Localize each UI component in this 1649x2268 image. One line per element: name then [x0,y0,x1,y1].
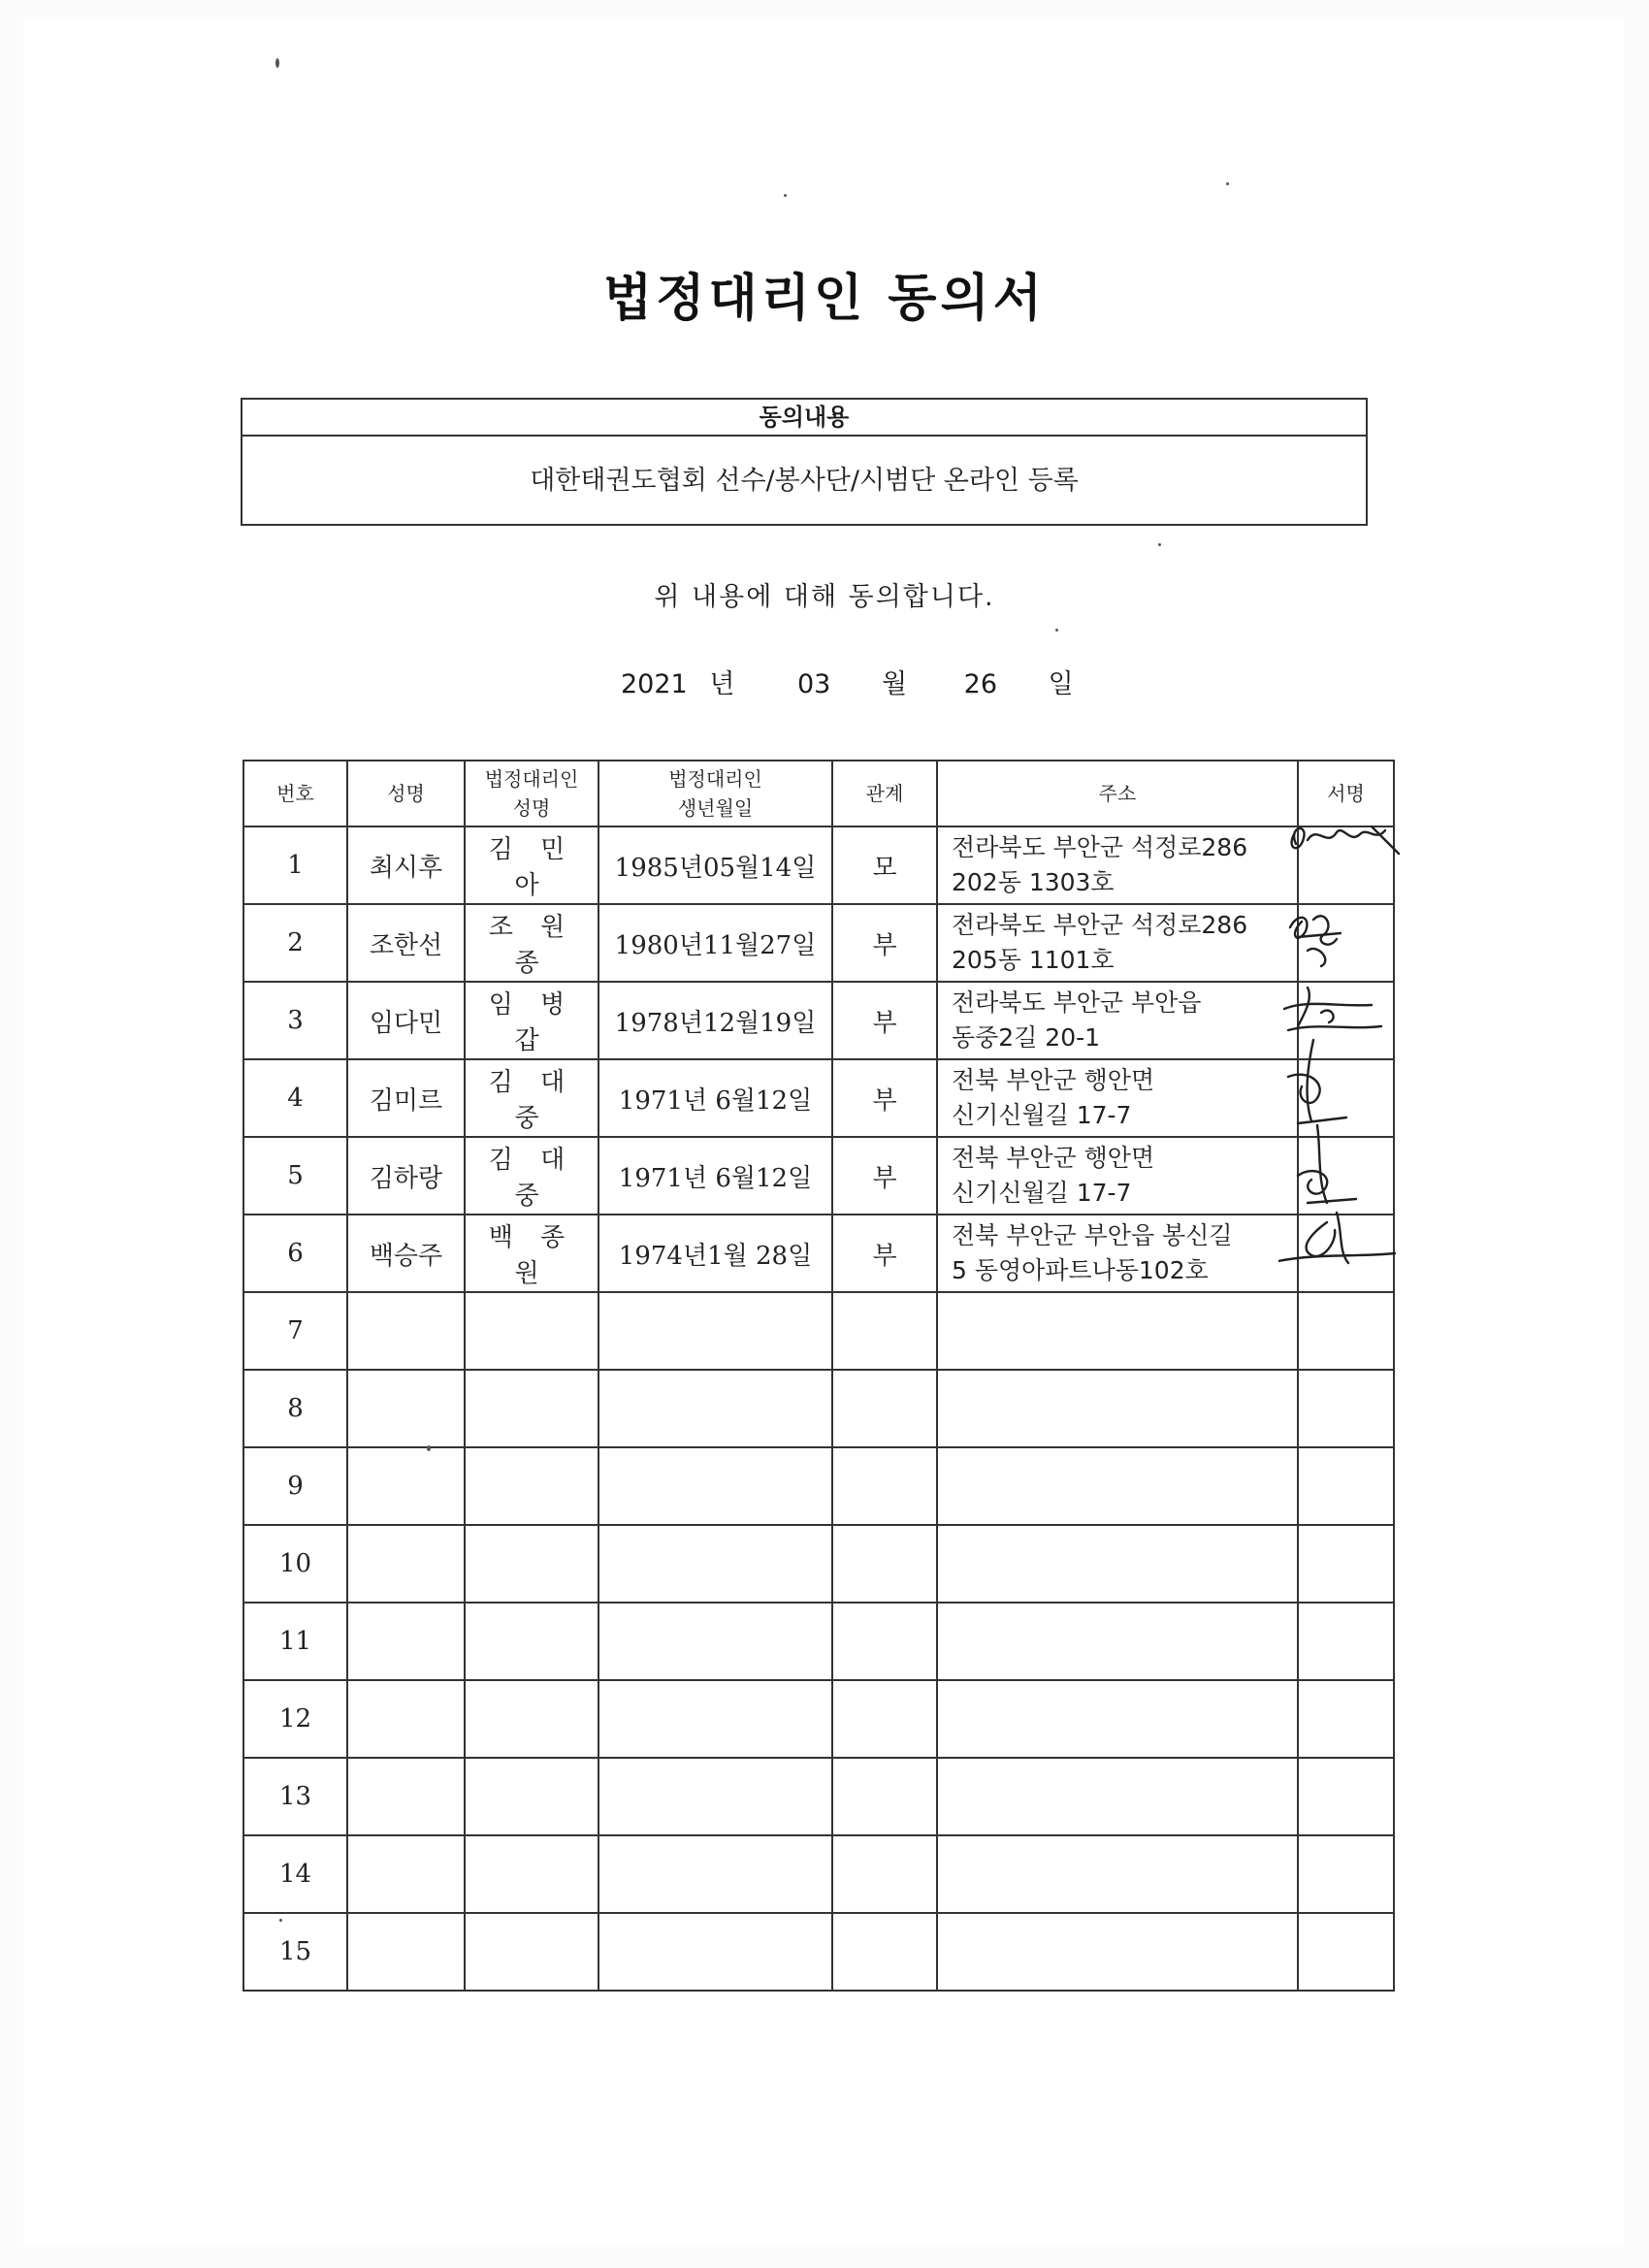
signature-cell [1298,1835,1394,1913]
row-number: 8 [243,1370,347,1447]
address [937,1292,1298,1370]
table-row [243,1603,1394,1680]
table-row [243,1913,1394,1991]
relation [832,1758,937,1835]
address [937,1525,1298,1603]
table-row [243,1215,1394,1292]
guardian-name: 김 대 중 [465,1059,598,1137]
guardian-birthdate [598,1680,832,1758]
relation: 부 [832,1059,937,1137]
table-body [243,826,1394,1991]
header-guardian-name-line1: 법정대리인 [484,767,579,791]
scan-speck [1055,629,1058,632]
student-name [347,1447,465,1525]
table-row [243,1447,1394,1525]
signature-cell [1298,1215,1394,1292]
student-name: 백승주 [347,1215,465,1292]
signature-cell [1298,1447,1394,1525]
address [937,1370,1298,1447]
header-signature: 서명 [1298,761,1394,826]
date-year-unit: 년 [709,669,735,699]
signature-cell [1298,1292,1394,1370]
guardian-name: 조 원 종 [465,904,598,982]
address-line-2: 동중2길 20-1 [952,1023,1101,1052]
table-row [243,982,1394,1059]
guardian-name [465,1758,598,1835]
row-number: 10 [243,1525,347,1603]
signature-cell [1298,826,1394,904]
signature-cell [1298,1680,1394,1758]
signature-cell [1298,1370,1394,1447]
address [937,1913,1298,1991]
student-name [347,1758,465,1835]
guardian-name [465,1370,598,1447]
guardian-birthdate: 1971년 6월12일 [598,1059,832,1137]
student-name [347,1370,465,1447]
address-line-2: 신기신월길 17-7 [952,1179,1132,1207]
guardian-birthdate [598,1603,832,1680]
address-line-2: 5 동영아파트나동102호 [952,1256,1209,1284]
scan-speck [275,58,279,68]
consent-box [241,398,1368,526]
guardian-birthdate [598,1370,832,1447]
consent-header: 동의내용 [242,400,1366,437]
table-row [243,1292,1394,1370]
date-day: 26 [963,669,997,699]
header-guardian-name-line2: 성명 [512,796,551,820]
agreement-statement: 위 내용에 대해 동의합니다. [654,582,995,612]
relation [832,1447,937,1525]
guardian-birthdate [598,1758,832,1835]
guardian-birthdate [598,1835,832,1913]
guardian-name [465,1603,598,1680]
row-number: 5 [243,1137,347,1215]
table-row [243,1680,1394,1758]
guardian-birthdate [598,1447,832,1525]
date-day-unit: 일 [1048,669,1074,699]
row-number: 3 [243,982,347,1059]
address-line-1: 전라북도 부안군 부안읍 [952,988,1202,1017]
guardian-name: 임 병 갑 [465,982,598,1059]
row-number: 11 [243,1603,347,1680]
student-name: 최시후 [347,826,465,904]
guardian-roster-table [242,760,1395,1992]
guardian-birthdate: 1985년05월14일 [598,826,832,904]
row-number: 9 [243,1447,347,1525]
scan-speck [279,1919,282,1922]
guardian-birthdate: 1978년12월19일 [598,982,832,1059]
address [937,982,1298,1059]
address [937,1137,1298,1215]
student-name: 김하랑 [347,1137,465,1215]
header-name: 성명 [347,761,465,826]
student-name [347,1292,465,1370]
guardian-name [465,1913,598,1991]
student-name [347,1913,465,1991]
row-number: 4 [243,1059,347,1137]
guardian-birthdate: 1974년1월 28일 [598,1215,832,1292]
date-month: 03 [797,669,831,699]
scan-speck [784,194,787,197]
table-row [243,1137,1394,1215]
address-line-2: 205동 1101호 [952,946,1115,974]
address [937,1447,1298,1525]
relation: 모 [832,826,937,904]
date-month-unit: 월 [881,669,908,699]
guardian-name [465,1680,598,1758]
student-name: 김미르 [347,1059,465,1137]
relation [832,1913,937,1991]
row-number: 7 [243,1292,347,1370]
address-line-1: 전북 부안군 행안면 [952,1066,1155,1094]
table-header-row [243,761,1394,826]
table-row [243,904,1394,982]
header-address: 주소 [937,761,1298,826]
guardian-birthdate: 1971년 6월12일 [598,1137,832,1215]
table-row [243,1059,1394,1137]
student-name [347,1835,465,1913]
scan-speck [1158,543,1161,546]
table-row [243,826,1394,904]
student-name: 임다민 [347,982,465,1059]
document-title: 법정대리인 동의서 [603,270,1046,328]
student-name: 조한선 [347,904,465,982]
signature-cell [1298,1059,1394,1137]
address-line-2: 신기신월길 17-7 [952,1101,1132,1129]
guardian-name [465,1525,598,1603]
guardian-birthdate [598,1292,832,1370]
student-name [347,1603,465,1680]
row-number: 14 [243,1835,347,1913]
signature-cell [1298,1603,1394,1680]
guardian-name: 김 대 중 [465,1137,598,1215]
scan-speck [427,1445,431,1451]
address-line-1: 전북 부안군 부안읍 봉신길 [952,1221,1233,1249]
row-number: 2 [243,904,347,982]
row-number: 13 [243,1758,347,1835]
header-guardian-name [465,761,598,826]
row-number: 6 [243,1215,347,1292]
table-row [243,1758,1394,1835]
table-row [243,1525,1394,1603]
address [937,1603,1298,1680]
address-line-1: 전북 부안군 행안면 [952,1144,1155,1172]
student-name [347,1525,465,1603]
address [937,1680,1298,1758]
address-line-1: 전라북도 부안군 석정로286 [952,833,1248,861]
header-guardian-birth-line2: 생년월일 [677,796,754,820]
address-line-1: 전라북도 부안군 석정로286 [952,911,1248,939]
address [937,1758,1298,1835]
guardian-birthdate: 1980년11월27일 [598,904,832,982]
relation [832,1292,937,1370]
row-number: 15 [243,1913,347,1991]
signature-cell [1298,982,1394,1059]
header-no: 번호 [243,761,347,826]
relation: 부 [832,982,937,1059]
row-number: 12 [243,1680,347,1758]
date-year: 2021 [621,669,688,699]
signature-cell [1298,1137,1394,1215]
guardian-birthdate [598,1525,832,1603]
table-row [243,1835,1394,1913]
signature-cell [1298,1913,1394,1991]
guardian-name [465,1447,598,1525]
guardian-name: 김 민 아 [465,826,598,904]
scan-speck [1226,182,1229,185]
relation [832,1525,937,1603]
guardian-birthdate [598,1913,832,1991]
address [937,1215,1298,1292]
relation: 부 [832,1137,937,1215]
student-name [347,1680,465,1758]
relation: 부 [832,1215,937,1292]
consent-body: 대한태권도협회 선수/봉사단/시범단 온라인 등록 [530,466,1079,496]
address [937,1835,1298,1913]
relation [832,1370,937,1447]
header-guardian-birth [598,761,832,826]
header-guardian-birth-line1: 법정대리인 [668,767,762,791]
signature-cell [1298,904,1394,982]
guardian-name: 백 종 원 [465,1215,598,1292]
guardian-name [465,1835,598,1913]
signature-cell [1298,1525,1394,1603]
row-number: 1 [243,826,347,904]
signature-cell [1298,1758,1394,1835]
relation [832,1603,937,1680]
relation [832,1680,937,1758]
header-relation: 관계 [832,761,937,826]
date-line [621,663,1074,700]
guardian-name [465,1292,598,1370]
relation: 부 [832,904,937,982]
relation [832,1835,937,1913]
address [937,904,1298,982]
table-row [243,1370,1394,1447]
address [937,1059,1298,1137]
address [937,826,1298,904]
address-line-2: 202동 1303호 [952,868,1115,896]
